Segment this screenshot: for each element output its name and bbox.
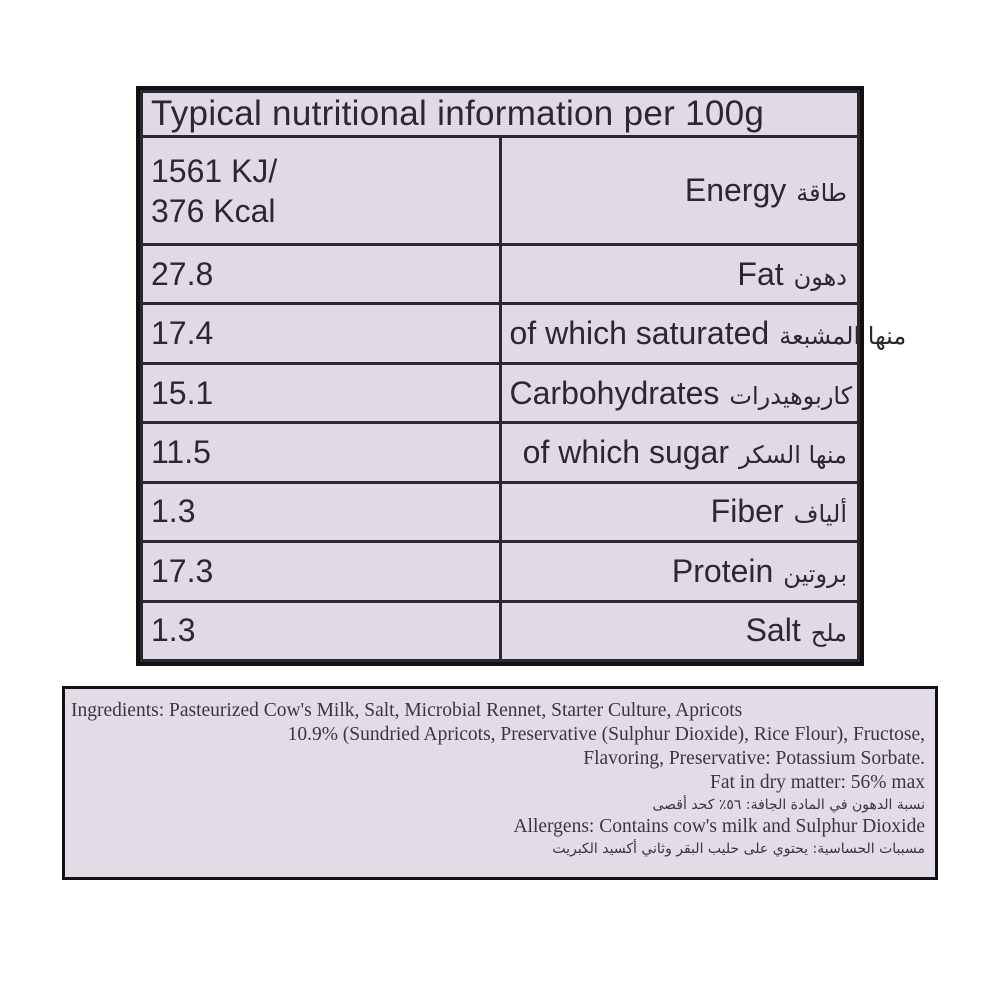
ingredients-line-2: 10.9% (Sundried Apricots, Preservative (Sulphur Dioxide), Rice Flour), Fructose, <box>287 724 925 745</box>
energy-value <box>142 137 501 245</box>
nutrient-label-ar: منها المشبعة <box>779 322 907 351</box>
nutrient-value: 1.3 <box>142 601 501 661</box>
nutrient-label: Fiber <box>710 493 784 530</box>
nutrient-label-ar: منها السكر <box>739 440 847 469</box>
nutrient-label-cell <box>500 601 859 661</box>
nutrient-label: Carbohydrates <box>509 374 720 411</box>
energy-label: Energy <box>684 172 787 209</box>
nutrient-row-sugar <box>142 423 859 482</box>
nutrient-label-ar: دهون <box>793 262 847 291</box>
nutrition-header: Typical nutritional information per 100g <box>142 92 859 137</box>
energy-kj: 1561 KJ/ <box>151 152 278 189</box>
nutrient-value: 27.8 <box>142 245 501 304</box>
nutrient-label: of which saturated <box>509 315 770 352</box>
nutrient-value: 11.5 <box>142 423 501 482</box>
nutrient-row-salt <box>142 601 859 661</box>
fat-in-dry-matter-ar: نسبة الدهون في المادة الجافة: ٥٦٪ كحد أقصى <box>652 797 925 813</box>
energy-label-cell <box>500 137 859 245</box>
nutrient-label-ar: كاربوهيدرات <box>729 381 853 410</box>
nutrient-label-ar: ألياف <box>793 500 847 529</box>
nutrient-label-cell <box>500 363 859 422</box>
nutrition-table <box>140 90 907 662</box>
fat-in-dry-matter: Fat in dry matter: 56% max <box>710 772 925 793</box>
ingredients-line-1: Ingredients: Pasteurized Cow's Milk, Salt, Microbial Rennet, Starter Culture, Apricots <box>71 700 743 721</box>
nutrient-row-saturated <box>142 304 859 363</box>
nutrient-label: Salt <box>745 612 801 649</box>
nutrient-label-cell <box>500 245 859 304</box>
ingredients-panel <box>62 686 938 880</box>
nutrient-label-ar: ملح <box>810 619 847 648</box>
allergens-ar: مسببات الحساسية: يحتوي على حليب البقر وثاني أكسيد الكبريت <box>552 841 925 857</box>
energy-label-ar: طاقة <box>796 179 847 208</box>
nutrient-value: 15.1 <box>142 363 501 422</box>
nutrient-value: 17.3 <box>142 542 501 601</box>
nutrient-label-ar: بروتين <box>783 559 847 588</box>
energy-kcal: 376 Kcal <box>151 192 276 229</box>
nutrition-header-row <box>142 92 859 137</box>
nutrient-value: 17.4 <box>142 304 501 363</box>
energy-row <box>142 137 859 245</box>
nutrient-value: 1.3 <box>142 482 501 541</box>
nutrient-label: Protein <box>671 552 774 589</box>
nutrient-label-cell <box>500 542 859 601</box>
nutrient-row-fat <box>142 245 859 304</box>
nutrient-row-carbohydrates <box>142 363 859 422</box>
nutrient-label-cell <box>500 423 859 482</box>
ingredients-text <box>71 699 925 859</box>
nutrient-label: of which sugar <box>522 433 729 470</box>
nutrient-label-cell <box>500 482 859 541</box>
nutrient-label-cell <box>500 304 907 363</box>
nutrition-panel <box>136 86 907 666</box>
allergens: Allergens: Contains cow's milk and Sulphur Dioxide <box>513 816 925 837</box>
ingredients-line-3: Flavoring, Preservative: Potassium Sorbate. <box>583 748 925 769</box>
nutrient-row-fiber <box>142 482 859 541</box>
nutrient-label: Fat <box>737 255 784 292</box>
nutrient-row-protein <box>142 542 859 601</box>
